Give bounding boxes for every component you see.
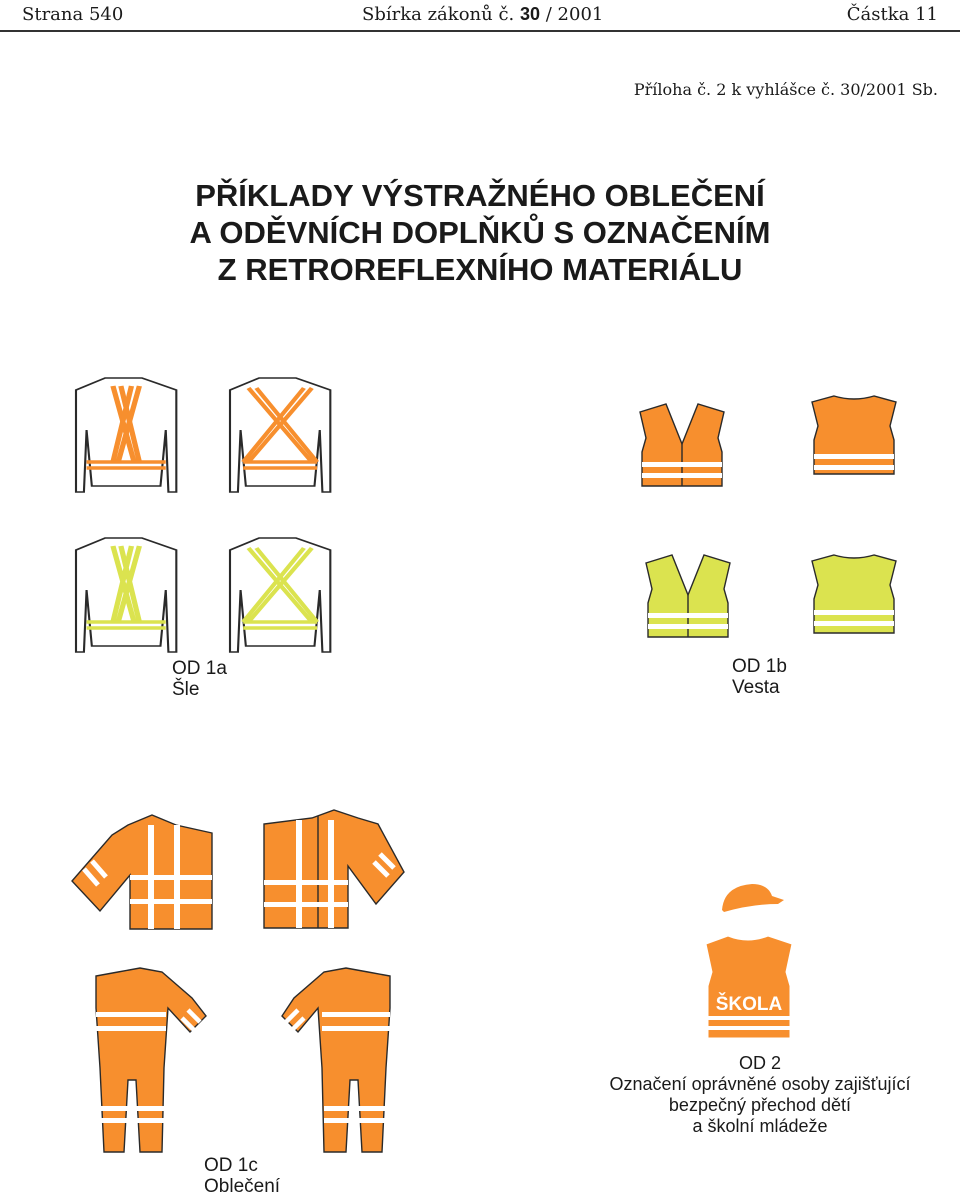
caption-od1c-name: Oblečení (204, 1176, 281, 1197)
vest-skola-label: ŠKOLA (715, 994, 783, 1015)
collection-suffix: / 2001 (545, 4, 604, 25)
caption-od1b-code: OD 1b (732, 656, 787, 677)
caption-od1b (732, 656, 787, 698)
caption-od1b-name: Vesta (732, 677, 780, 698)
caption-od2-line2: bezpečný přechod dětí (668, 1095, 852, 1115)
caption-od1c-code: OD 1c (204, 1155, 258, 1176)
title-line-3: Z RETROREFLEXNÍHO MATERIÁLU (217, 252, 743, 287)
caption-od1a-code: OD 1a (172, 658, 227, 679)
collection-prefix: Sbírka zákonů č. (362, 4, 515, 25)
collection-number: 30 (519, 4, 541, 24)
caption-od1a-name: Šle (172, 679, 200, 700)
school-cap (722, 884, 784, 912)
caption-od2-line1: Označení oprávněné osoby zajišťující (609, 1074, 911, 1094)
caption-od1c (204, 1155, 280, 1197)
title-line-2: A ODĚVNÍCH DOPLŇKŮ S OZNAČENÍM (189, 215, 771, 250)
caption-od2 (560, 1053, 960, 1137)
caption-od2-code: OD 2 (738, 1053, 781, 1073)
caption-od2-line3: a školní mládeže (692, 1116, 828, 1136)
annex-reference: Příloha č. 2 k vyhlášce č. 30/2001 Sb. (633, 80, 938, 99)
page-number: Strana 540 (22, 4, 124, 25)
part-number: Částka 11 (846, 4, 938, 25)
title-line-1: PŘÍKLADY VÝSTRAŽNÉHO OBLEČENÍ (195, 178, 765, 213)
school-vest (706, 936, 792, 1038)
caption-od1a (172, 658, 227, 700)
